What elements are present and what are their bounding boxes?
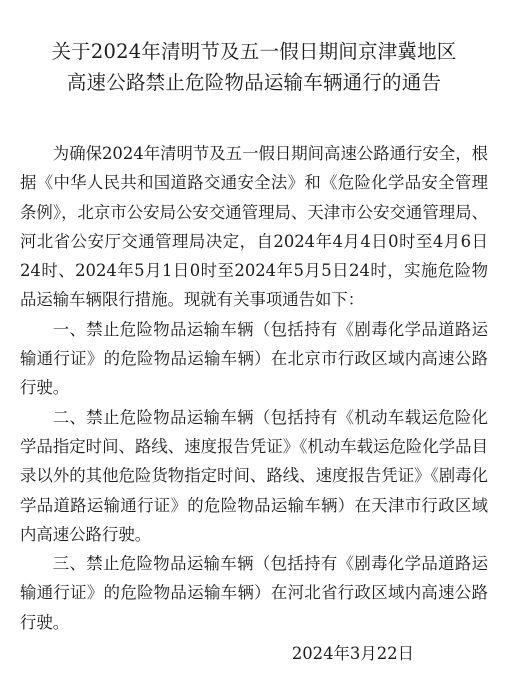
notice-title xyxy=(20,36,488,98)
issue-date: 2024年3月22日 xyxy=(291,644,414,664)
notice-title-line-2: 高速公路禁止危险物品运输车辆通行的通告 xyxy=(66,71,442,94)
item-two-paragraph: 二、禁止危险物品运输车辆（包括持有《机动车载运危险化学品指定时间、路线、速度报告凭证》《机动车载运危险化学品目录以外的其他危险货物指定时间、路线、速度报告凭证》《剧毒化学品道路运输通行证》的危险物品运输车辆）在天津市行政区域内高速公路行驶。 xyxy=(20,407,488,544)
notice-title-line-1: 关于2024年清明节及五一假日期间京津冀地区 xyxy=(51,40,457,63)
notice-body xyxy=(20,139,488,637)
item-three-paragraph: 三、禁止危险物品运输车辆（包括持有《剧毒化学品道路运输通行证》的危险物品运输车辆）在河北省行政区域内高速公路行驶。 xyxy=(20,554,488,632)
item-one-paragraph: 一、禁止危险物品运输车辆（包括持有《剧毒化学品道路运输通行证》的危险物品运输车辆）在北京市行政区域内高速公路行驶。 xyxy=(20,319,488,398)
intro-paragraph: 为确保2024年清明节及五一假日期间高速公路通行安全，根据《中华人民共和国道路交通安全法》和《危险化学品安全管理条例》，北京市公安局公安交通管理局、天津市公安交通管理局、河北省公安厅交通管理局决定，自2024年4月4日0时至4月6日24时、2024年5月1日0时至2024年5月5日24时，实施危险物品运输车辆限行措施。现就有关事项通告如下： xyxy=(20,144,488,310)
